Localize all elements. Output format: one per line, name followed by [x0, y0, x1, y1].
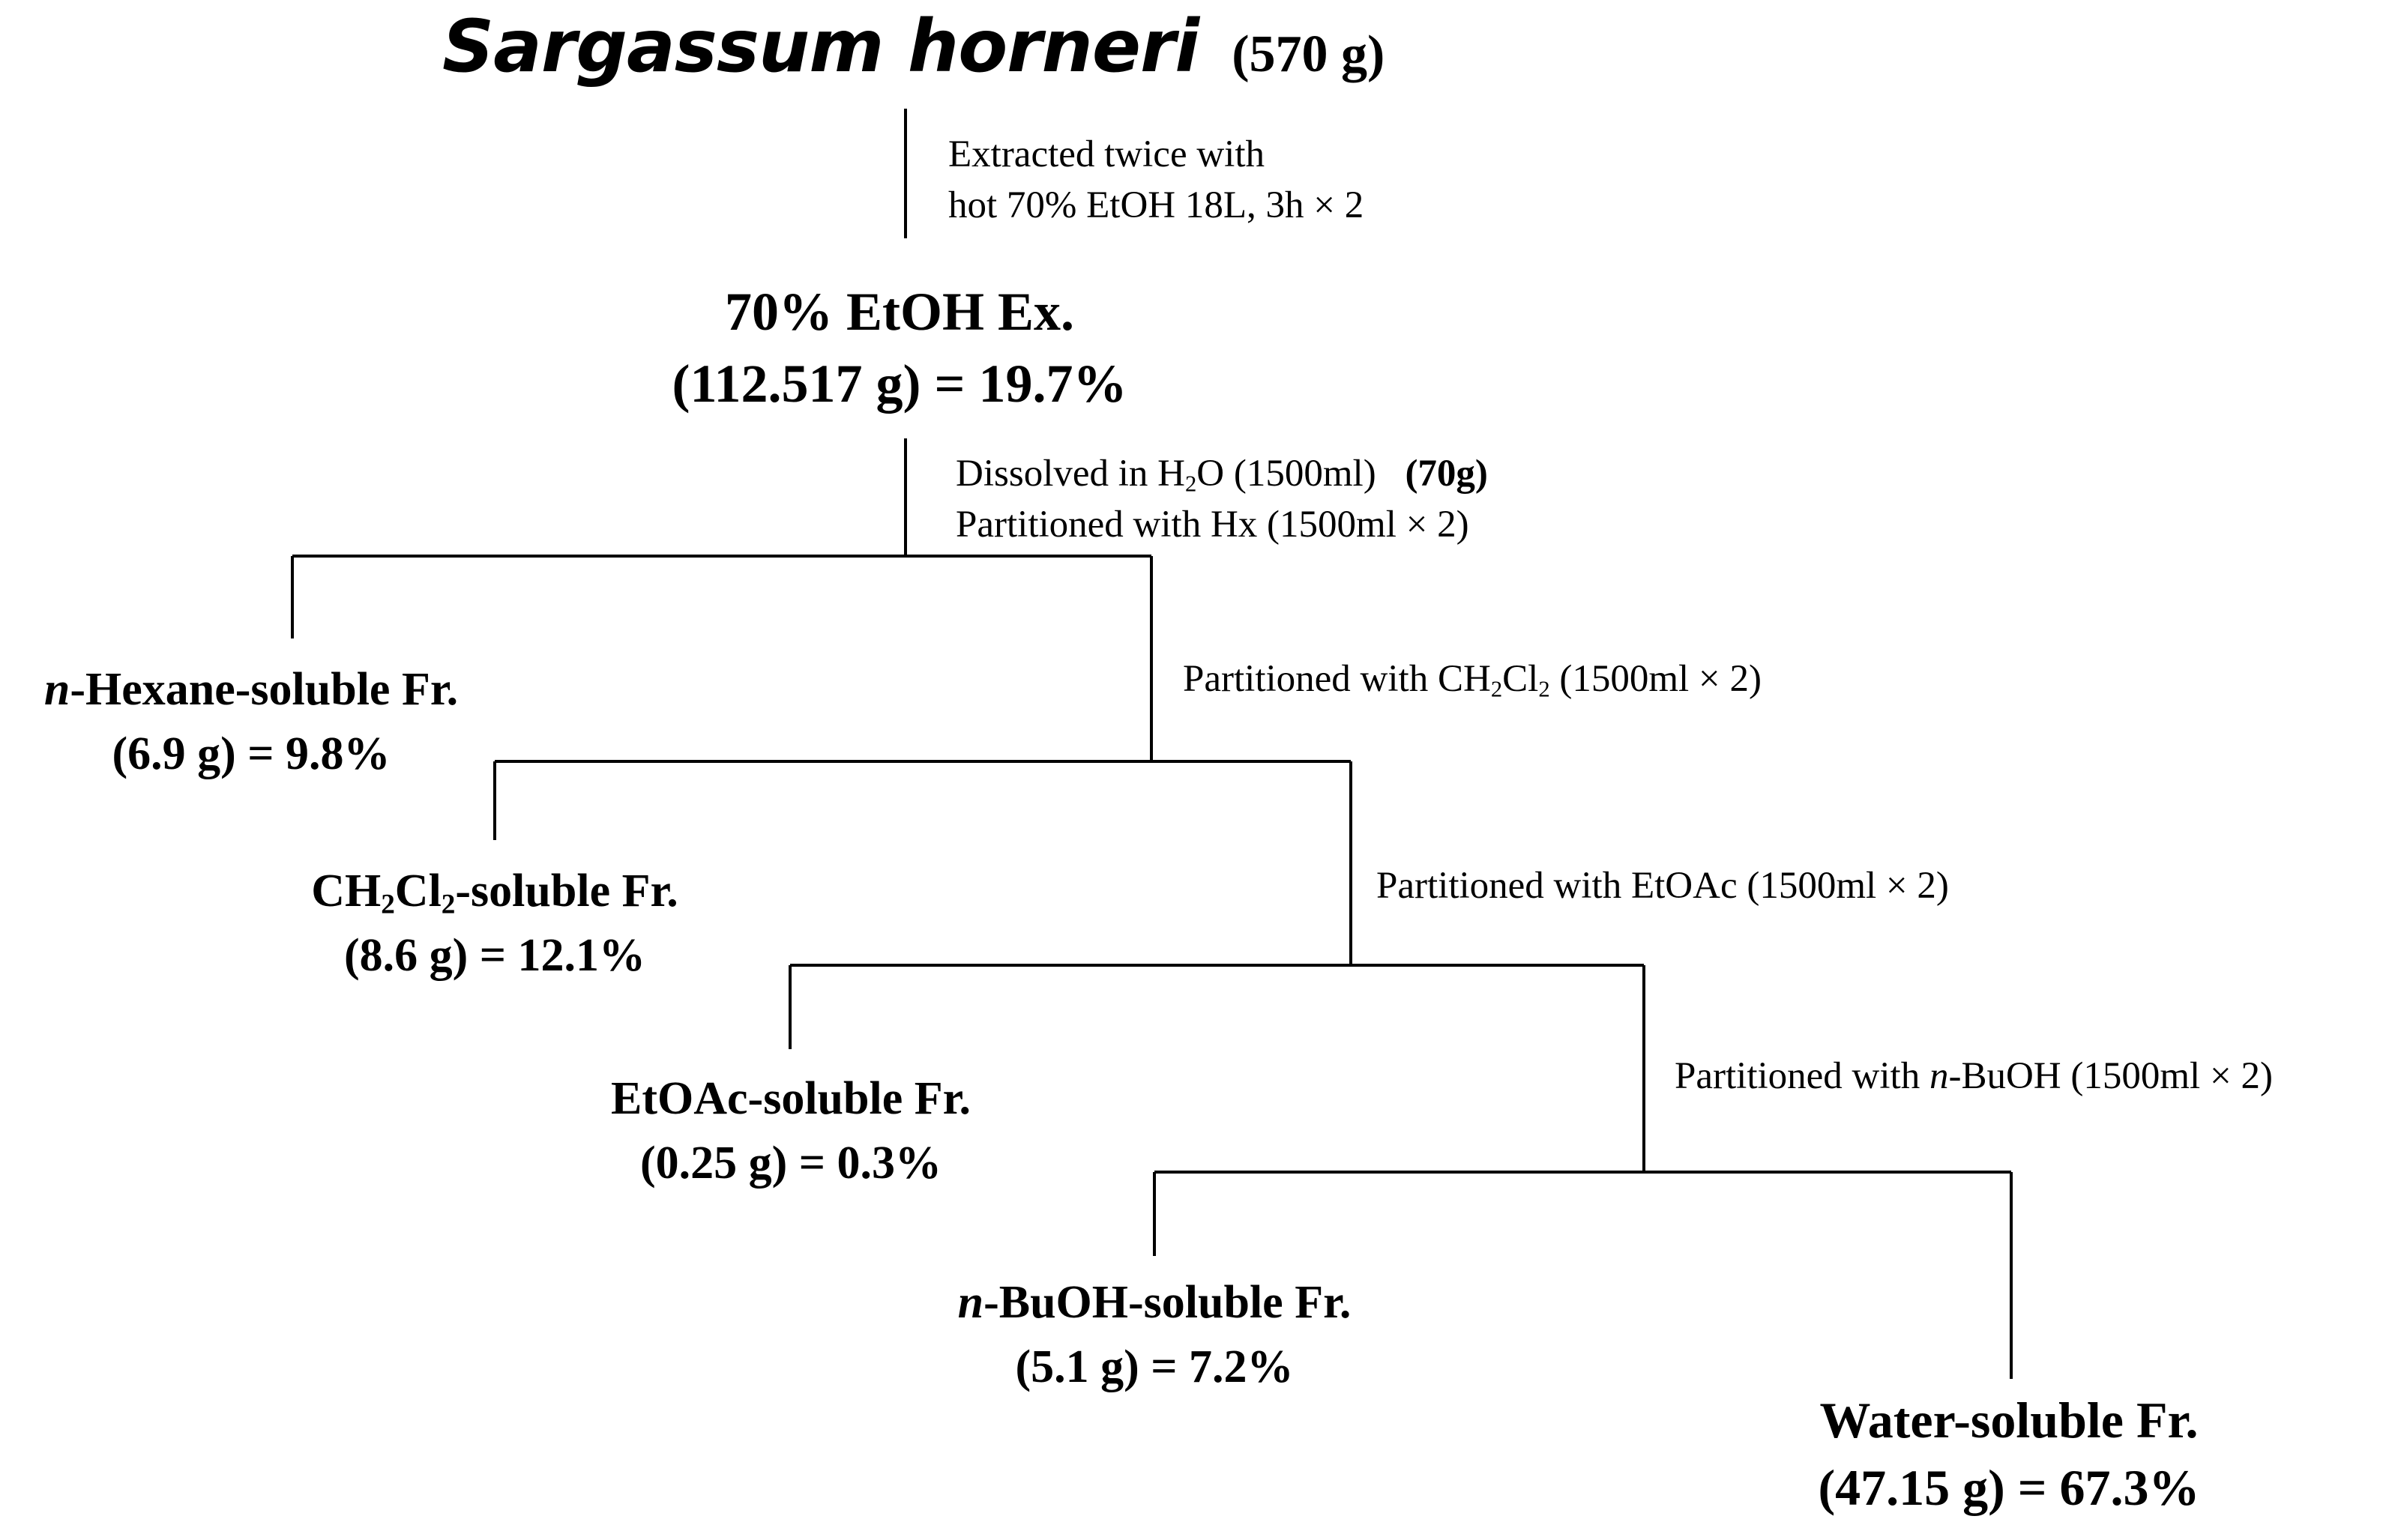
extract-name: 70% EtOH Ex.: [724, 282, 1075, 342]
step-dissolve-prefix: Dissolved in H: [956, 453, 1185, 495]
fraction-dcm-yield: (8.6 g) = 12.1%: [343, 930, 646, 981]
step-dissolve-sub: 2: [1185, 471, 1197, 497]
fraction-water: [1724, 1386, 2294, 1521]
step-dissolve-suffix: O (1500ml): [1196, 453, 1376, 495]
extract-yield: (112.517 g) = 19.7%: [672, 354, 1127, 414]
step-partition-hx-line: Partitioned with Hx (1500ml × 2): [956, 504, 1469, 546]
fraction-butanol-name: n-BuOH-soluble Fr.: [957, 1277, 1352, 1328]
step-partition-dcm: Partitioned with $CH_2Cl_2$ (1500ml × 2): [1183, 658, 1762, 702]
fraction-water-name: Water-soluble Fr.: [1819, 1392, 2199, 1449]
fraction-dcm: [232, 859, 757, 988]
fraction-etoac: [540, 1066, 1042, 1195]
fraction-etoac-yield: (0.25 g) = 0.3%: [639, 1138, 942, 1189]
fraction-etoac-name: EtOAc-soluble Fr.: [611, 1073, 971, 1124]
fraction-dcm-name: $CH_2Cl_2$-soluble Fr.: [311, 866, 678, 920]
fraction-butanol-yield: (5.1 g) = 7.2%: [1015, 1341, 1294, 1392]
fraction-water-yield: (47.15 g) = 67.3%: [1818, 1459, 2200, 1516]
fraction-hexane-yield: (6.9 g) = 9.8%: [112, 728, 391, 779]
step-partition-butanol: Partitioned with n-BuOH (1500ml × 2): [1675, 1055, 2273, 1097]
fraction-hexane: [15, 657, 487, 786]
extract-node: [645, 276, 1154, 420]
step-dissolve-partition-hx: [956, 448, 1488, 550]
fraction-butanol: [896, 1270, 1413, 1399]
source-species: Sargassum horneri: [442, 4, 1199, 88]
step-dissolve-amount: (70g): [1405, 453, 1488, 495]
step-dissolve-line: [956, 448, 1488, 499]
fraction-hexane-name: n-Hexane-soluble Fr.: [43, 664, 459, 715]
step-extraction-line1: Extracted twice with: [948, 133, 1265, 175]
step-extraction-line2: hot 70% EtOH 18L, 3h × 2: [948, 184, 1364, 226]
step-extraction: [948, 129, 1364, 231]
source-mass: (570 g): [1232, 25, 1385, 83]
step-partition-etoac: Partitioned with EtOAc (1500ml × 2): [1376, 865, 1949, 907]
source-label: [442, 4, 1385, 88]
